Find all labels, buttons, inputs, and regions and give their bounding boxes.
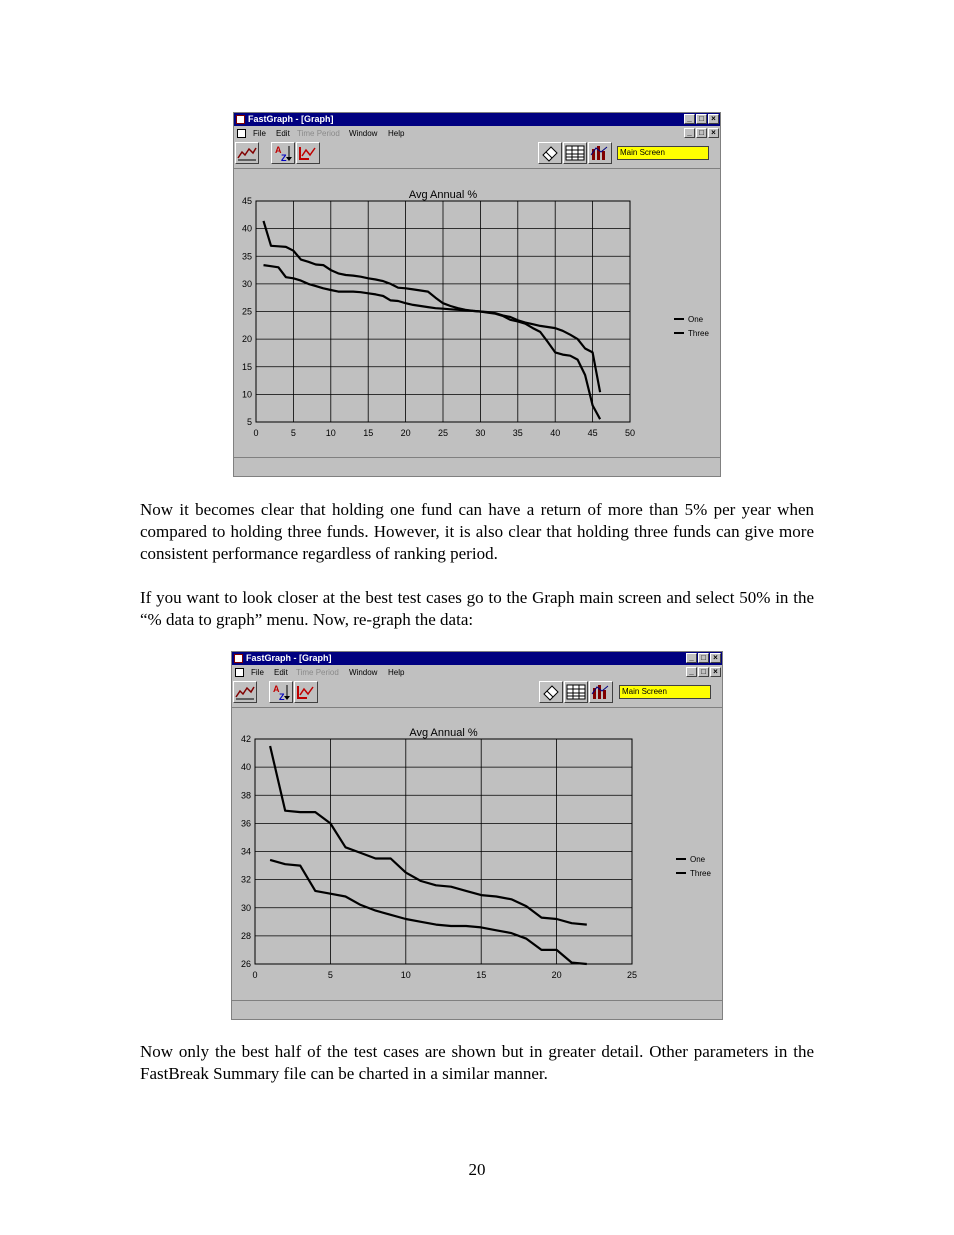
main-screen-indicator[interactable]: Main Screen [617,146,709,160]
menu-time-period[interactable]: Time Period [296,668,339,677]
legend-label: Three [688,329,709,338]
x-tick-label: 15 [476,970,487,980]
menu-window[interactable]: Window [349,129,378,138]
y-tick-label: 30 [240,902,251,913]
minimize-button[interactable]: _ [686,653,697,663]
sort-az-icon [270,682,292,702]
y-tick-label: 5 [246,417,252,427]
menu-file[interactable]: File [251,668,264,677]
y-tick-label: 35 [241,251,252,262]
x-tick-label: 10 [400,970,411,980]
close-button[interactable]: × [708,114,719,124]
x-tick-label: 45 [587,428,598,438]
x-tick-label: 20 [400,428,411,438]
sort-az-icon [272,143,294,163]
y-tick-label: 30 [241,278,252,289]
y-tick-label: 40 [240,762,251,773]
sort-numeric-icon [295,682,317,702]
paragraph-3: Now only the best half of the test cases are shown but in greater detail. Other parameters in the FastBreak Summary file can be charted in a similar manner. [140,1042,814,1083]
menu-window[interactable]: Window [349,668,378,677]
y-tick-label: 42 [240,734,251,744]
x-tick-label: 25 [626,970,638,980]
graph-button[interactable] [233,681,257,703]
chart-title: Avg Annual % [409,727,478,739]
svg-text:Z: Z [281,153,287,163]
toolbar [234,141,720,166]
menu-time-period[interactable]: Time Period [297,129,340,138]
paragraph-1: Now it becomes clear that holding one fund can have a return of more than 5% per year when compared to holding three funds. However, it is also clear that holding three funds can give more consistent performance regardless of ranking period. [140,500,814,563]
svg-text:A: A [275,145,282,155]
window-title: FastGraph - [Graph] [246,653,332,663]
eraser-icon [540,682,562,702]
table-button[interactable] [563,142,587,164]
document-icon[interactable] [237,129,246,138]
graph-button[interactable] [235,142,259,164]
bar-chart-button[interactable] [589,681,613,703]
doc-close-button[interactable]: × [710,667,721,677]
x-tick-label: 5 [327,970,333,980]
fastgraph-window-1 [233,112,721,477]
menu-file[interactable]: File [253,129,266,138]
document-icon[interactable] [235,668,244,677]
status-bar [232,1000,722,1019]
menu-edit[interactable]: Edit [276,129,290,138]
minimize-button[interactable]: _ [684,114,695,124]
x-tick-label: 40 [550,428,561,438]
sort-numeric-icon [297,143,319,163]
window-title: FastGraph - [Graph] [248,114,334,124]
x-tick-label: 0 [252,970,258,980]
chart-title: Avg Annual % [408,189,478,201]
x-tick-label: 20 [551,970,562,980]
clear-button[interactable] [538,142,562,164]
x-tick-label: 35 [512,428,523,438]
maximize-button[interactable]: □ [698,653,709,663]
plot-area [234,168,720,460]
avg-annual-chart-1 [234,169,720,459]
bar-chart-icon [589,143,611,163]
y-tick-label: 28 [240,930,251,941]
table-button[interactable] [564,681,588,703]
maximize-button[interactable]: □ [696,114,707,124]
doc-restore-button[interactable]: □ [696,128,707,138]
series-line-one [270,860,587,964]
x-tick-label: 50 [624,428,636,438]
y-tick-label: 45 [241,196,252,206]
menu-help[interactable]: Help [388,668,405,677]
sort-az-button[interactable] [271,142,295,164]
y-tick-label: 25 [241,306,252,317]
series-line-three [270,746,587,925]
eraser-icon [539,143,561,163]
menu-edit[interactable]: Edit [274,668,288,677]
title-bar [232,652,722,665]
menu-bar [234,127,720,140]
app-icon [236,115,245,124]
x-tick-label: 5 [290,428,296,438]
svg-text:A: A [273,684,280,694]
legend-label: Three [690,869,711,878]
status-bar [234,457,720,476]
series-line-one [264,265,601,419]
page-number: 20 [468,1160,486,1179]
legend-label: One [688,315,704,324]
y-tick-label: 36 [240,818,251,829]
y-tick-label: 20 [241,334,252,345]
y-tick-label: 15 [241,361,252,372]
menu-help[interactable]: Help [388,129,405,138]
y-tick-label: 40 [241,223,252,234]
close-button[interactable]: × [710,653,721,663]
legend-label: One [690,855,706,864]
menu-bar [232,666,722,679]
paragraph-2: If you want to look closer at the best test cases go to the Graph main screen and select 50% in the “% data to graph” menu. Now, re-graph the data: [140,588,814,629]
sort-numeric-button[interactable] [296,142,320,164]
bar-chart-icon [590,682,612,702]
sort-az-button[interactable] [269,681,293,703]
line-graph-icon [234,682,256,702]
sort-numeric-button[interactable] [294,681,318,703]
y-tick-label: 38 [240,790,251,801]
doc-restore-button[interactable]: □ [698,667,709,677]
table-icon [564,143,586,163]
doc-minimize-button[interactable]: _ [686,667,697,677]
x-tick-label: 10 [325,428,336,438]
x-tick-label: 30 [475,428,486,438]
clear-button[interactable] [539,681,563,703]
app-icon [234,654,243,663]
y-tick-label: 10 [241,389,252,400]
svg-text:Z: Z [279,692,285,702]
x-tick-label: 0 [253,428,259,438]
fastgraph-window-2 [231,651,723,1020]
avg-annual-chart-2 [232,708,722,1002]
toolbar [232,680,722,705]
plot-area [232,707,722,1003]
main-screen-indicator[interactable]: Main Screen [619,685,711,699]
y-tick-label: 34 [240,846,251,857]
x-tick-label: 15 [363,428,374,438]
title-bar [234,113,720,126]
doc-close-button[interactable]: × [708,128,719,138]
bar-chart-button[interactable] [588,142,612,164]
table-icon [565,682,587,702]
line-graph-icon [236,143,258,163]
y-tick-label: 26 [240,959,251,969]
doc-minimize-button[interactable]: _ [684,128,695,138]
x-tick-label: 25 [437,428,449,438]
y-tick-label: 32 [240,874,251,885]
